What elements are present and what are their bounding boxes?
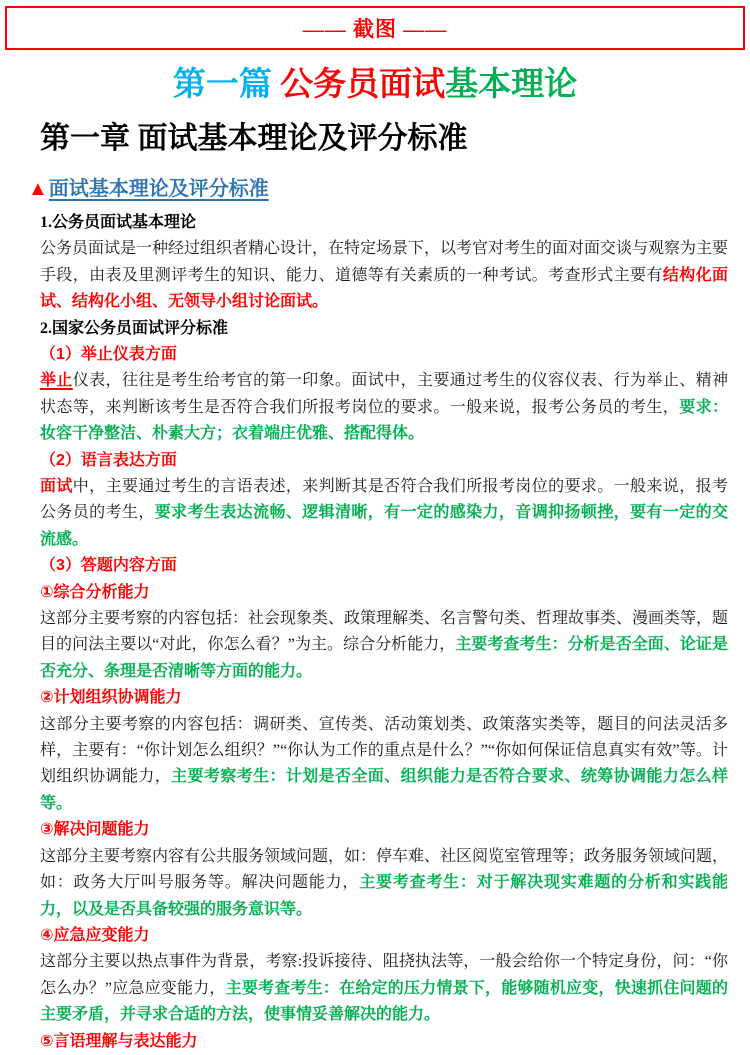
- red-heading: ③解决问题能力: [40, 821, 150, 839]
- banner-label: —— 截图 ——: [302, 17, 448, 41]
- text-segment: 这部分主要考察内容有公共服务领域问题，如：停车难、社区阅览室管理等；政务服务领域问题，如：政务大厅叫号服务等。解决问题能力，: [40, 847, 729, 892]
- text-segment: 结构化面试、结构化小组、无领导小组讨论面试。: [40, 266, 728, 311]
- text-segment: 主要考查考生：分析是否全面、论证是否充分、条理是否清晰等方面的能力。: [40, 636, 728, 680]
- text-segment: 主要考察考生：计划是否全面、组织能力是否符合要求、统筹协调能力怎么样等。: [40, 768, 728, 812]
- document-body: [40, 210, 728, 1055]
- red-heading: ②计划组织协调能力: [40, 689, 182, 707]
- text-segment: 举止: [40, 372, 73, 390]
- red-heading: ⑤言语理解与表达能力: [40, 1032, 198, 1050]
- text-segment: 仪表，往往是考生给考官的第一印象。面试中，主要通过考生的仪容仪表、行为举止、精神状态等，来判断该考生是否符合我们所报考岗位的要求。一般来说，报考公务员的考生，: [40, 372, 728, 416]
- subheading: 2.国家公务员面试评分标准: [40, 319, 229, 337]
- title-segment: 基本理论: [445, 67, 578, 103]
- paragraph: [40, 844, 728, 923]
- screenshot-banner: [5, 6, 745, 50]
- subheading: 1.公务员面试基本理论: [40, 213, 197, 231]
- paragraph: [40, 474, 728, 553]
- text-segment: 中，主要通过考生的言语表述，来判断其是否符合我们所报考岗位的要求。一般来说，报考公务员的考生，: [40, 478, 728, 522]
- paragraph: [40, 606, 728, 685]
- document-title: [0, 67, 750, 105]
- text-segment: 这部分主要考察的内容包括：社会现象类、政策理解类、名言警句类、哲理故事类、漫画类等，题目的问法主要以“对此，你怎么看？”为主。综合分析能力，: [40, 610, 729, 654]
- paragraph: [40, 236, 728, 315]
- red-heading: （1）举止仪表方面: [40, 345, 177, 363]
- red-heading: （2）语言表达方面: [40, 451, 177, 469]
- paragraph: [40, 368, 728, 447]
- text-segment: 面试: [40, 478, 73, 495]
- paragraph: [40, 949, 728, 1028]
- title-segment: 公务员面试: [280, 67, 446, 103]
- text-segment: 主要考查考生：在给定的压力情景下，能够随机应变，快速抓住问题的主要矛盾，并寻求合适的方法，使事情妥善解决的能力。: [40, 979, 728, 1024]
- red-heading: （3）答题内容方面: [40, 557, 177, 575]
- chapter-title: 第一章 面试基本理论及评分标准: [40, 121, 468, 155]
- triangle-marker-icon: ▲: [28, 177, 48, 200]
- red-heading: ④应急应变能力: [40, 926, 150, 944]
- text-segment: 要求考生表达流畅、逻辑清晰，有一定的感染力，音调抑扬顿挫，要有一定的交流感。: [40, 504, 728, 548]
- section-heading: [28, 177, 750, 201]
- text-segment: 公务员面试是一种经过组织者精心设计，在特定场景下，以考官对考生的面对面交谈与观察为主要手段，由表及里测评考生的知识、能力、道德等有关素质的一种考试。考查形式主要有: [40, 240, 729, 284]
- text-segment: 这部分主要考察的内容包括：调研类、宣传类、活动策划类、政策落实类等，题目的问法灵活多样，主要有：“你计划怎么组织？”“你认为工作的重点是什么？”“你如何保证信息真实有效”等。计划组织协调能力，: [40, 715, 728, 786]
- text-segment: 要求：妆容干净整洁、朴素大方；衣着端庄优雅、搭配得体。: [40, 398, 728, 443]
- red-heading: ①综合分析能力: [40, 583, 150, 601]
- text-segment: 主要考查考生：对于解决现实难题的分析和实践能力，以及是否具备较强的服务意识等。: [40, 874, 728, 918]
- text-segment: 这部分主要以热点事件为背景，考察:投诉接待、阻挠执法等，一般会给你一个特定身份，问：“你怎么办？”应急应变能力，: [40, 953, 728, 997]
- section-heading-label: 面试基本理论及评分标准: [48, 177, 269, 200]
- paragraph: [40, 712, 728, 818]
- title-segment: 第一篇: [172, 67, 281, 103]
